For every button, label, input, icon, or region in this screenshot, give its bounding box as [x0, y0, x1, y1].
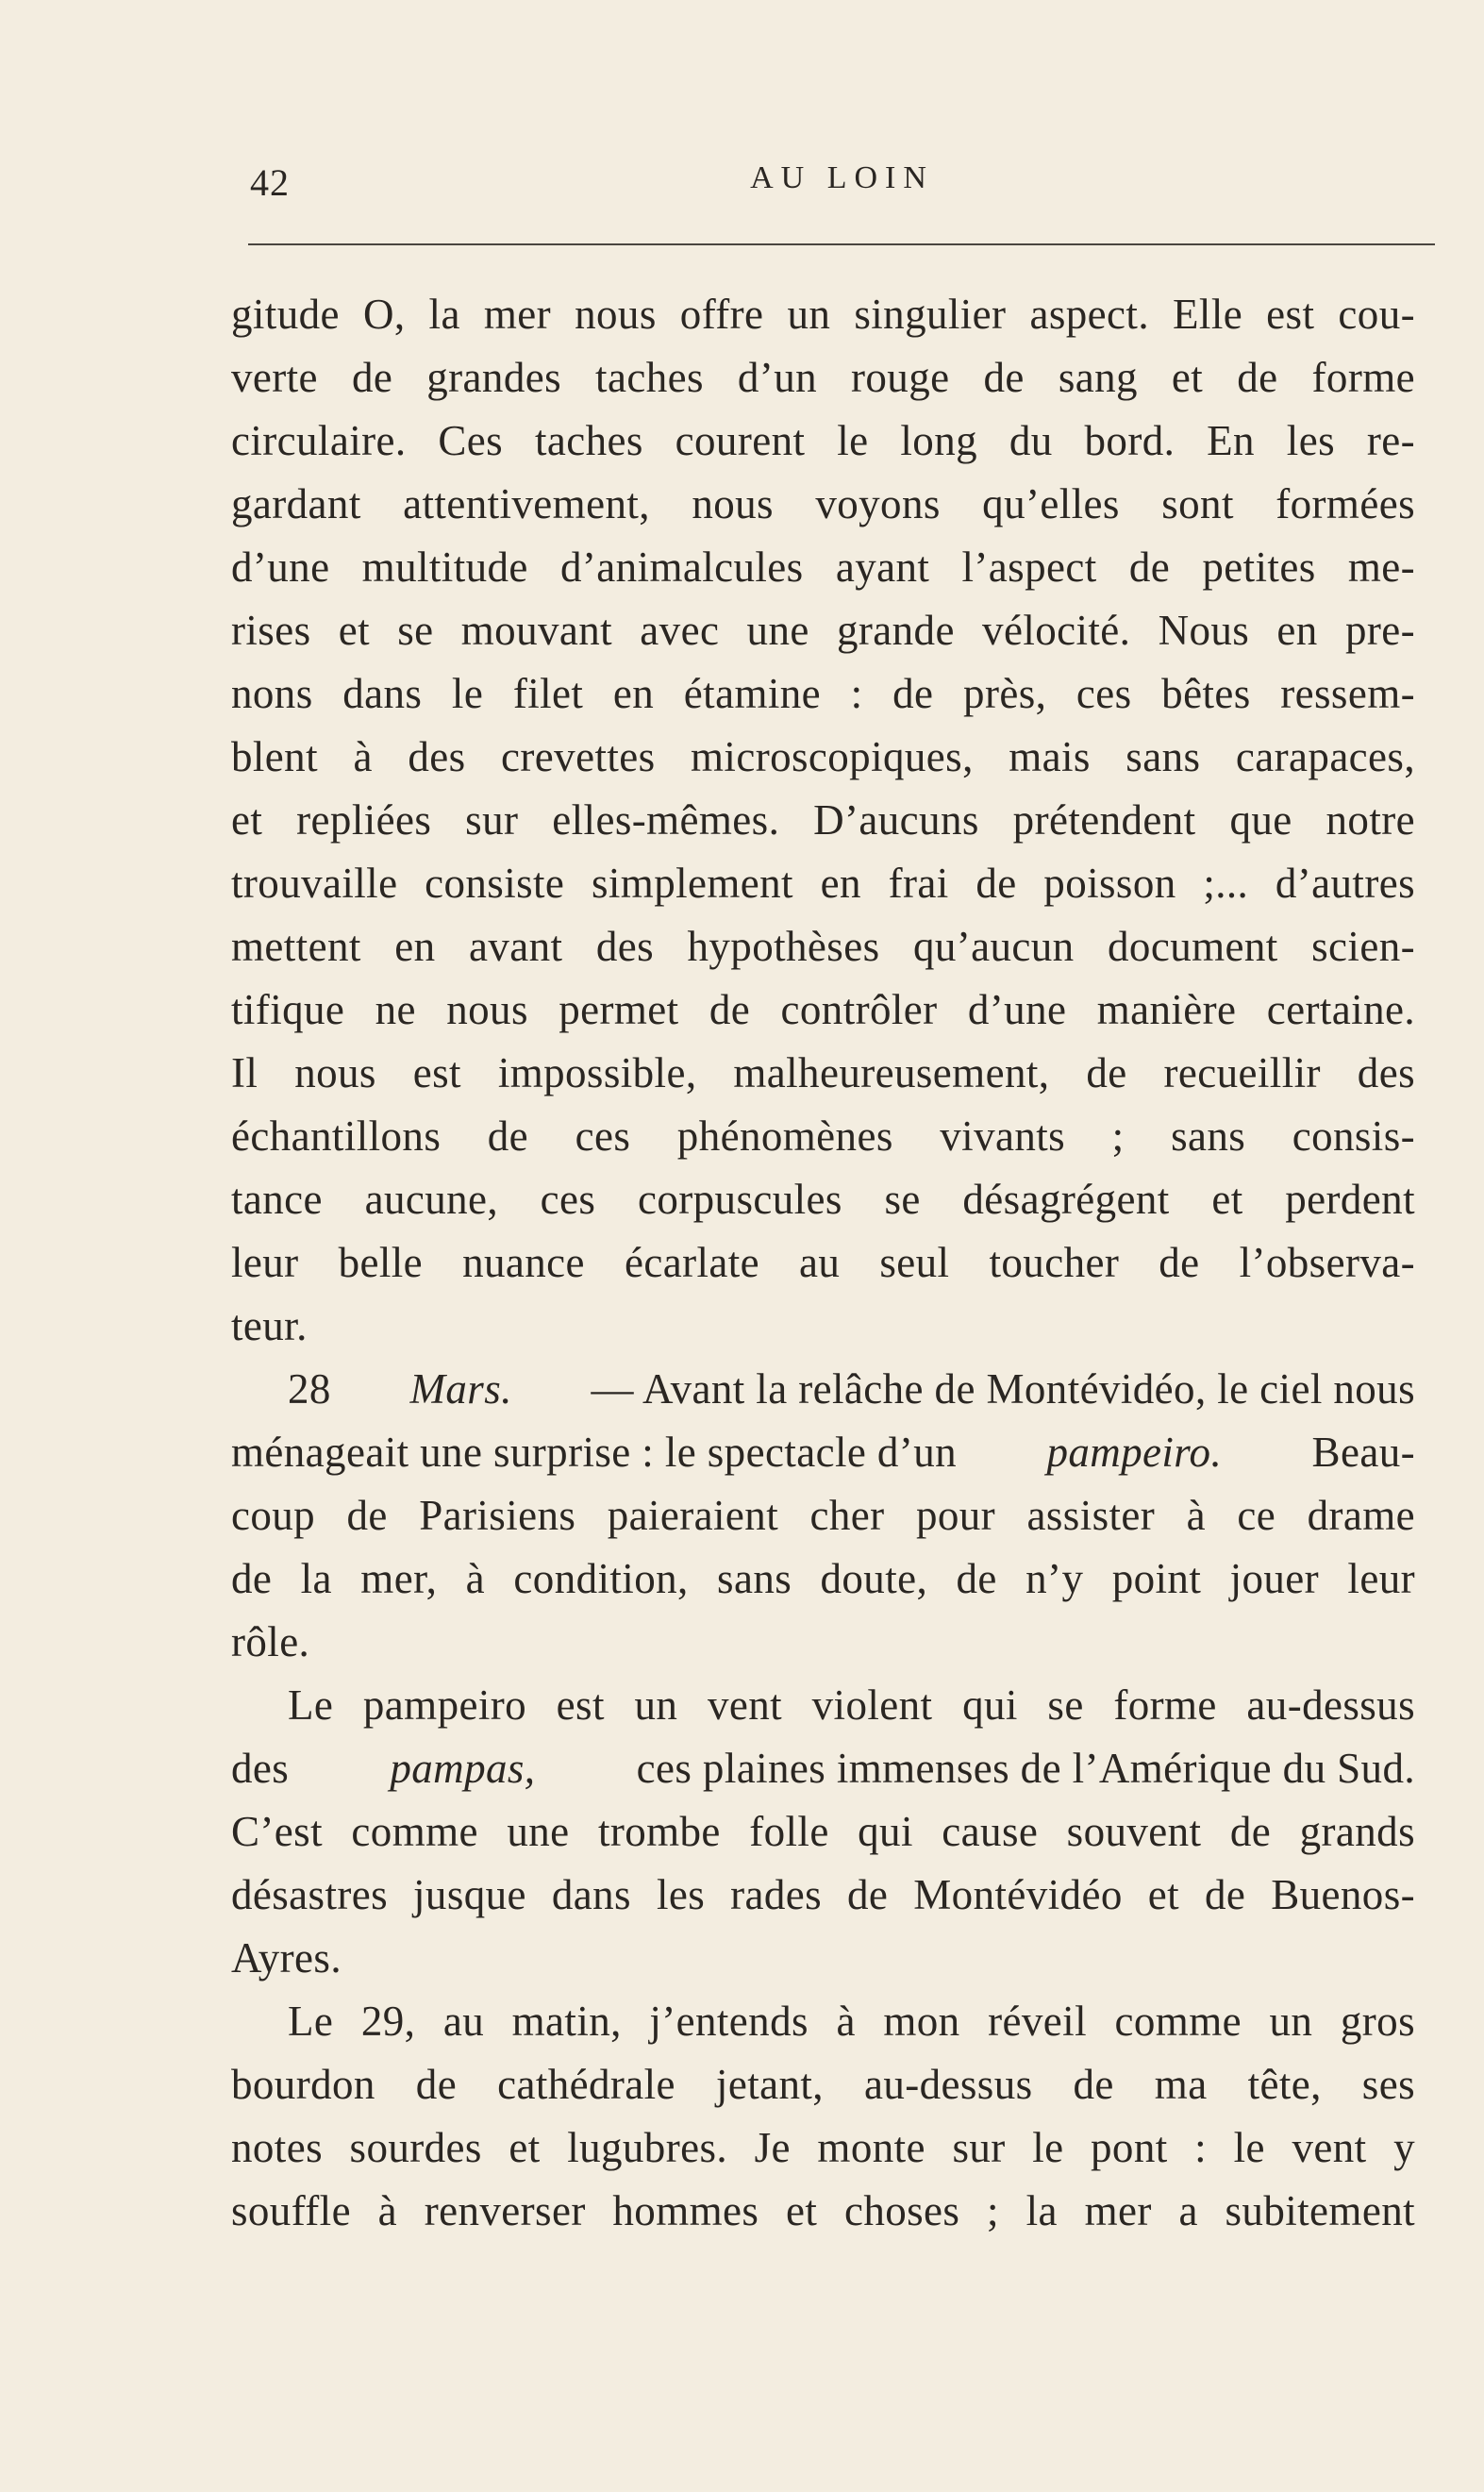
- text-fragment: — Avant la relâche de Montévidéo, le ciel nous: [591, 1365, 1415, 1413]
- text-line: teur.: [231, 1302, 308, 1349]
- text-line: mettent en avant des hypothèses qu’aucun document scien-: [231, 923, 1415, 970]
- text-line: Le 29, au matin, j’entends à mon réveil comme un gros: [288, 1998, 1415, 2045]
- text-line: Ayres.: [231, 1934, 342, 1982]
- text-line: gardant attentivement, nous voyons qu’elles sont formées: [231, 480, 1415, 527]
- text-fragment: ménageait une surprise : le spectacle d’un: [231, 1429, 957, 1476]
- text-line: souffle à renverser hommes et choses ; la mer a subitement: [231, 2187, 1415, 2234]
- paragraph-1: [231, 283, 1415, 1358]
- text-fragment: Beau-: [1311, 1429, 1415, 1476]
- paragraph-2: [231, 1358, 1415, 1674]
- text-line: trouvaille consiste simplement en frai de poisson ;... d’autres: [231, 860, 1415, 907]
- text-line: [231, 1358, 1415, 1421]
- text-line: nons dans le filet en étamine : de près, ces bêtes ressem-: [231, 670, 1415, 717]
- page-header: [250, 160, 1434, 217]
- text-line: de la mer, à condition, sans doute, de n’y point jouer leur: [231, 1555, 1415, 1602]
- paragraph-3: [231, 1674, 1415, 1990]
- text-fragment: ces plaines immenses de l’Amérique du Sud.: [636, 1745, 1415, 1792]
- text-line: [231, 1737, 1415, 1800]
- page-number: 42: [250, 161, 290, 204]
- paragraph-4: [231, 1990, 1415, 2243]
- text-line: tifique ne nous permet de contrôler d’une manière certaine.: [231, 986, 1415, 1033]
- text-line: Il nous est impossible, malheureusement, de recueillir des: [231, 1049, 1415, 1096]
- text-line: notes sourdes et lugubres. Je monte sur le pont : le vent y: [231, 2124, 1415, 2171]
- text-fragment: des: [231, 1745, 290, 1792]
- text-line: coup de Parisiens paieraient cher pour assister à ce drame: [231, 1492, 1415, 1539]
- text-line: verte de grandes taches d’un rouge de sang et de forme: [231, 354, 1415, 401]
- text-line: leur belle nuance écarlate au seul toucher de l’observa-: [231, 1239, 1415, 1286]
- running-title: AU LOIN: [750, 160, 934, 195]
- text-line: tance aucune, ces corpuscules se désagrégent et perdent: [231, 1176, 1415, 1223]
- entry-date-day: 28: [288, 1365, 331, 1413]
- text-line: d’une multitude d’animalcules ayant l’aspect de petites me-: [231, 544, 1415, 591]
- text-line: et repliées sur elles-mêmes. D’aucuns prétendent que notre: [231, 796, 1415, 844]
- header-rule: [248, 243, 1435, 245]
- entry-date-month: Mars.: [409, 1365, 512, 1413]
- text-line: échantillons de ces phénomènes vivants ; sans consis-: [231, 1112, 1415, 1160]
- body-text: [231, 283, 1415, 2243]
- text-line: Le pampeiro est un vent violent qui se forme au-dessus: [288, 1681, 1415, 1729]
- emphasis-term: pampas,: [390, 1745, 536, 1792]
- text-line: C’est comme une trombe folle qui cause souvent de grands: [231, 1808, 1415, 1855]
- text-line: bourdon de cathédrale jetant, au-dessus de ma tête, ses: [231, 2061, 1415, 2108]
- text-line: [231, 1421, 1415, 1484]
- text-line: rôle.: [231, 1618, 310, 1665]
- text-line: gitude O, la mer nous offre un singulier aspect. Elle est cou-: [231, 291, 1415, 338]
- text-line: circulaire. Ces taches courent le long du bord. En les re-: [231, 417, 1415, 464]
- emphasis-term: pampeiro.: [1046, 1429, 1223, 1476]
- text-line: rises et se mouvant avec une grande vélocité. Nous en pre-: [231, 607, 1415, 654]
- text-line: désastres jusque dans les rades de Montévidéo et de Buenos-: [231, 1871, 1415, 1918]
- text-line: blent à des crevettes microscopiques, mais sans carapaces,: [231, 733, 1415, 780]
